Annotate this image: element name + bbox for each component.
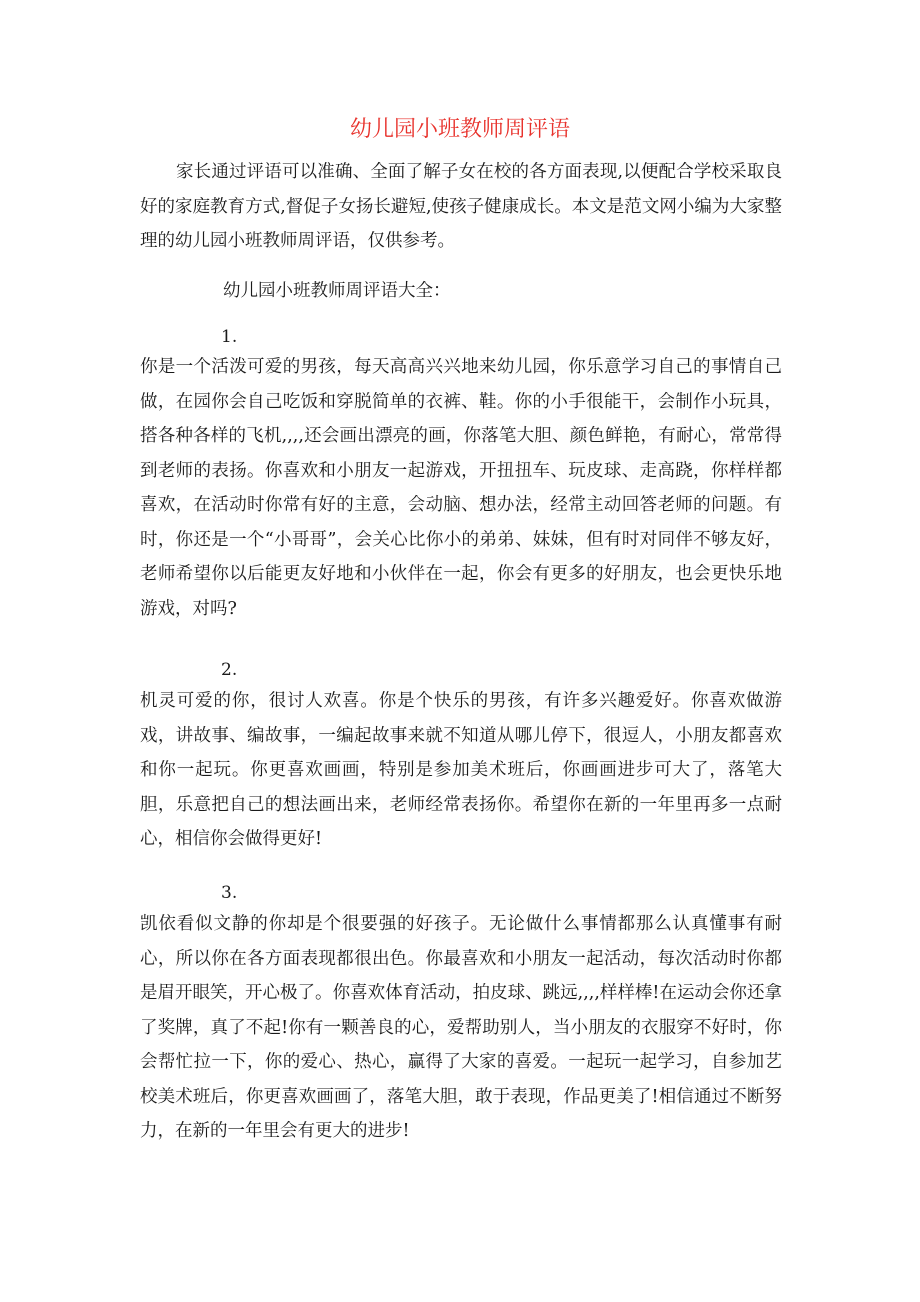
item-number: 1. [221, 327, 238, 347]
item-number: 3. [221, 883, 238, 903]
item-paragraph: 机灵可爱的你，很讨人欢喜。你是个快乐的男孩，有许多兴趣爱好。你喜欢做游戏，讲故事、编故事，一编起故事来就不知道从哪儿停下，很逗人，小朋友都喜欢和你一起玩。你更喜欢画画，特别是参加美术班后，你画画进步可大了，落笔大胆，乐意把自己的想法画出来，老师经常表扬你。希望你在新的一年里再多一点耐心，相信你会做得更好! [140, 691, 782, 849]
item-paragraph: 凯依看似文静的你却是个很要强的好孩子。无论做什么事情都那么认真懂事有耐心，所以你在各方面表现都很出色。你最喜欢和小朋友一起活动，每次活动时你都是眉开眼笑，开心极了。你喜欢体育活动，拍皮球、跳远,,,,样样棒!在运动会你还拿了奖牌，真了不起!你有一颗善良的心，爱帮助别人，当小朋友的衣服穿不好时，你会帮忙拉一下，你的爱心、热心，赢得了大家的喜爱。一起玩一起学习，自参加艺校美术班后，你更喜欢画画了，落笔大胆，敢于表现，作品更美了!相信通过不断努力，在新的一年里会有更大的进步! [140, 914, 782, 1141]
item-paragraph: 你是一个活泼可爱的男孩，每天高高兴兴地来幼儿园，你乐意学习自己的事情自己做，在园你会自己吃饭和穿脱简单的衣裤、鞋。你的小手很能干，会制作小玩具，搭各种各样的飞机,,,,还会画出漂亮的画，你落笔大胆、颜色鲜艳，有耐心，常常得到老师的表扬。你喜欢和小朋友一起游戏，开扭扭车、玩皮球、走高跷，你样样都喜欢，在活动时你常有好的主意，会动脑、想办法，经常主动回答老师的问题。有时，你还是一个“小哥哥”，会关心比你小的弟弟、妹妹，但有时对同伴不够友好，老师希望你以后能更友好地和小伙伴在一起，你会有更多的好朋友，也会更快乐地游戏，对吗? [140, 357, 782, 619]
item-number: 2. [221, 660, 238, 680]
section-subheading: 幼儿园小班教师周评语大全： [223, 281, 451, 301]
intro-paragraph: 家长通过评语可以准确、全面了解子女在校的各方面表现,以便配合学校采取良好的家庭教育方式,督促子女扬长避短,使孩子健康成长。本文是范文网小编为大家整理的幼儿园小班教师周评语，仅供参考。 [140, 162, 782, 251]
document-title: 幼儿园小班教师周评语 [349, 117, 570, 142]
